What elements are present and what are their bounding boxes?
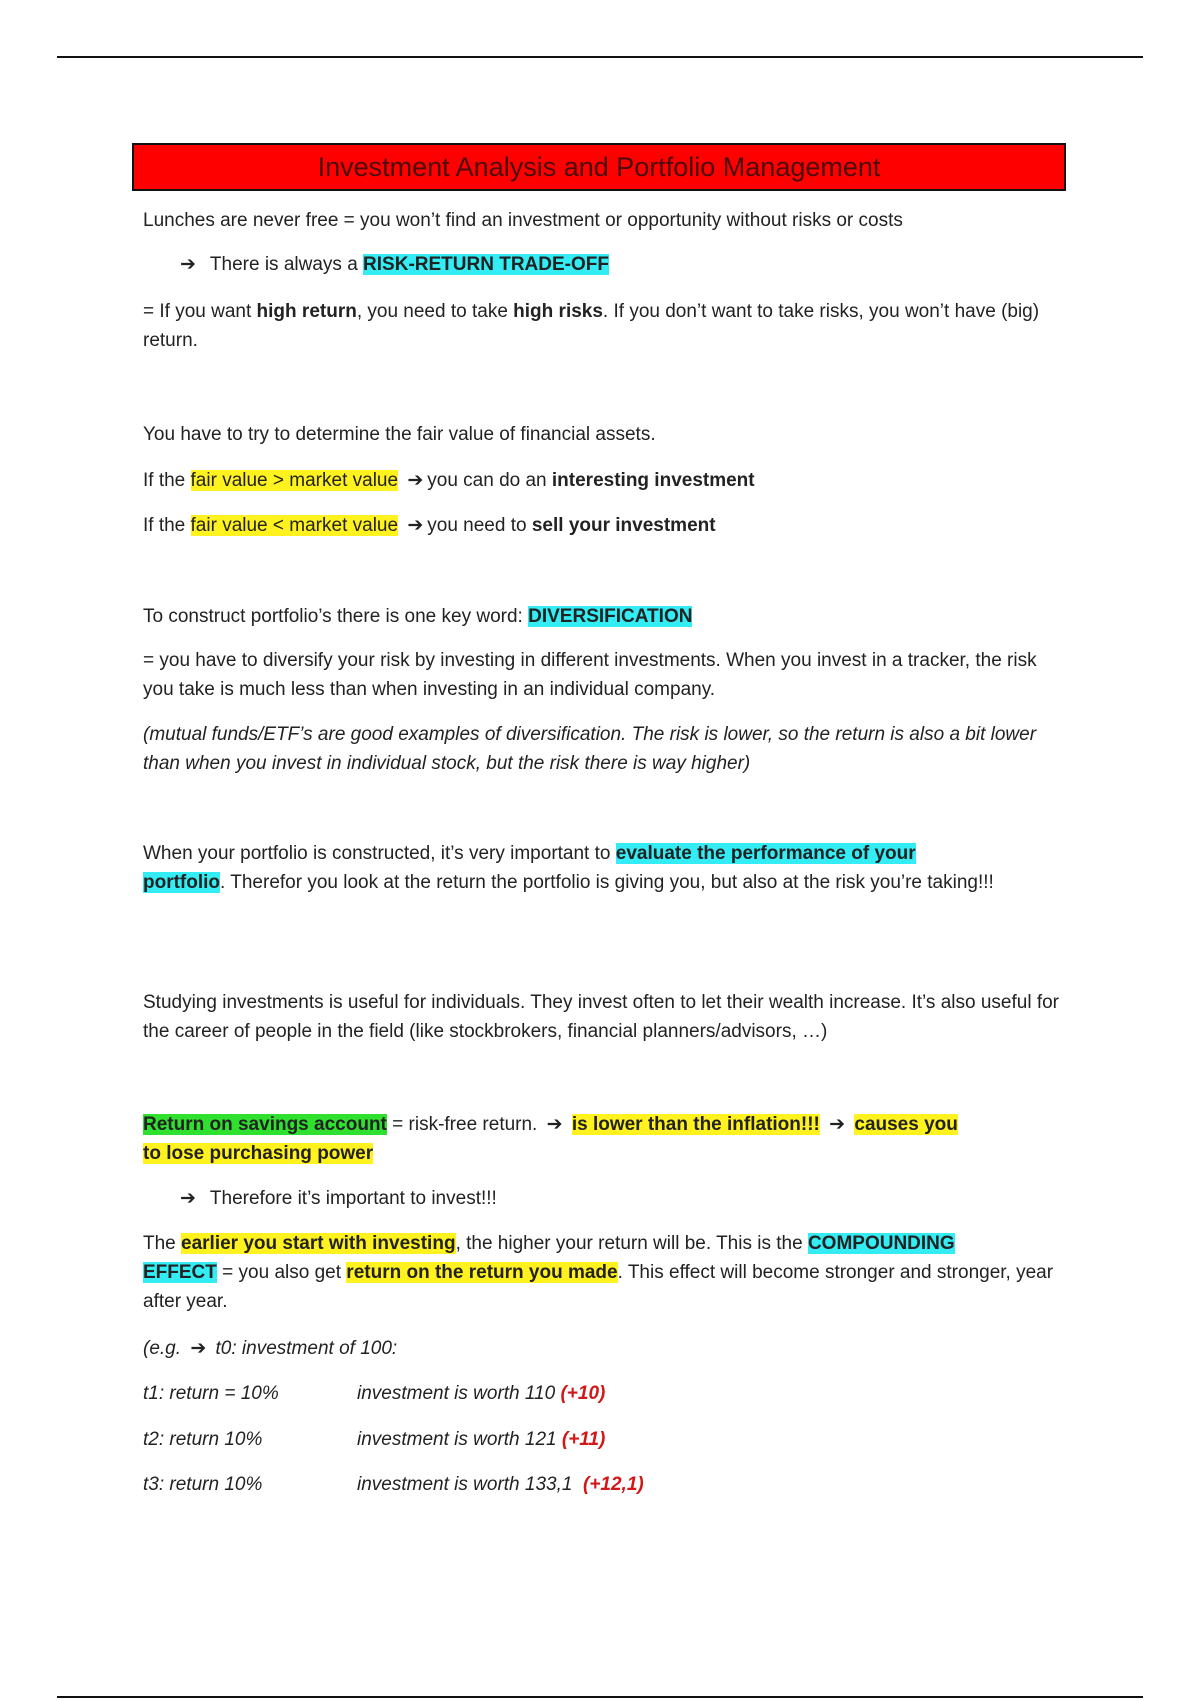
paragraph-studying: Studying investments is useful for individuals. They invest often to let their wealth increase. It’s also useful for the career of people in the field (like stockbrokers, financial planners/advisors, …) xyxy=(143,992,1059,1042)
highlight-portfolio: portfolio xyxy=(143,872,221,893)
arrow-icon: ➔ xyxy=(407,515,424,536)
example-row-t2-right: investment is worth 121 (+11) xyxy=(357,1429,606,1450)
example-row-t3-left: t3: return 10% xyxy=(143,1474,263,1495)
paragraph-free-lunch: Lunches are never free = you won’t find an investment or opportunity without risks or costs xyxy=(143,210,903,231)
paragraph-evaluate: When your portfolio is constructed, it’s very important to evaluate the performance of your portfolio. Therefor you look at the return the portfolio is giving you, but also at the risk you’re taking!!! xyxy=(143,843,994,893)
paragraph-high-return: = If you want high return, you need to take high risks. If you don’t want to take risks, you won’t have (big) return. xyxy=(143,301,1040,351)
highlight-inflation: is lower than the inflation!!! xyxy=(571,1114,820,1135)
footer-rule xyxy=(57,1696,1143,1698)
highlight-fair-greater: fair value > market value xyxy=(190,470,399,491)
highlight-causes: causes you xyxy=(854,1114,958,1135)
highlight-diversification: DIVERSIFICATION xyxy=(528,606,693,627)
example-row-t1-right: investment is worth 110 (+10) xyxy=(357,1383,606,1404)
highlight-return-on-return: return on the return you made xyxy=(346,1262,618,1283)
paragraph-fair-value: You have to try to determine the fair value of financial assets. xyxy=(143,424,656,445)
paragraph-diversify: = you have to diversify your risk by investing in different investments. When you invest in a tracker, the risk you take is much less than when investing in an individual company. xyxy=(143,650,1037,700)
highlight-evaluate: evaluate the performance of your xyxy=(615,843,916,864)
arrow-icon: ➔ xyxy=(190,1338,207,1359)
arrow-icon: ➔ xyxy=(407,470,424,491)
page-title: Investment Analysis and Portfolio Management xyxy=(317,151,881,182)
example-row-t2-left: t2: return 10% xyxy=(143,1429,263,1450)
paragraph-fair-greater: If the fair value > market value ➔ you can do an interesting investment xyxy=(143,466,755,495)
highlight-fair-less: fair value < market value xyxy=(190,515,399,536)
title-box xyxy=(132,143,1066,191)
header-rule xyxy=(57,56,1143,58)
arrow-icon: ➔ xyxy=(180,1188,196,1209)
paragraph-invest: ➔ Therefore it’s important to invest!!! xyxy=(180,1184,497,1213)
highlight-compounding: COMPOUNDING xyxy=(807,1233,955,1254)
paragraph-mutual-funds: (mutual funds/ETF’s are good examples of diversification. The risk is lower, so the return is also a bit lower than when you invest in individual stock, but the risk there is way higher) xyxy=(143,724,1037,774)
paragraph-compounding: The earlier you start with investing, the higher your return will be. This is the COMPOUNDING EFFECT = you also get return on the return you made. This effect will become stronger and stronger, year after year. xyxy=(143,1233,1054,1312)
paragraph-key-word: To construct portfolio’s there is one key word: DIVERSIFICATION xyxy=(143,606,693,627)
highlight-purchasing-power: to lose purchasing power xyxy=(143,1143,374,1164)
arrow-icon: ➔ xyxy=(829,1114,846,1135)
paragraph-tradeoff: ➔ There is always a RISK-RETURN TRADE-OFF xyxy=(180,250,609,279)
highlight-effect: EFFECT xyxy=(143,1262,217,1283)
paragraph-fair-less: If the fair value < market value ➔ you need to sell your investment xyxy=(143,511,716,540)
arrow-icon: ➔ xyxy=(180,254,196,275)
example-row-t3-right: investment is worth 133,1 (+12,1) xyxy=(357,1474,644,1495)
paragraph-savings: Return on savings account = risk-free return. ➔ is lower than the inflation!!! ➔ causes you to lose purchasing power xyxy=(143,1110,1063,1168)
arrow-icon: ➔ xyxy=(546,1114,563,1135)
highlight-earlier: earlier you start with investing xyxy=(181,1233,456,1254)
highlight-savings: Return on savings account xyxy=(143,1114,387,1135)
example-row-t1-left: t1: return = 10% xyxy=(143,1383,279,1404)
example-intro: (e.g. ➔ t0: investment of 100: xyxy=(143,1334,397,1363)
highlight-risk-return: RISK-RETURN TRADE-OFF xyxy=(363,254,609,275)
